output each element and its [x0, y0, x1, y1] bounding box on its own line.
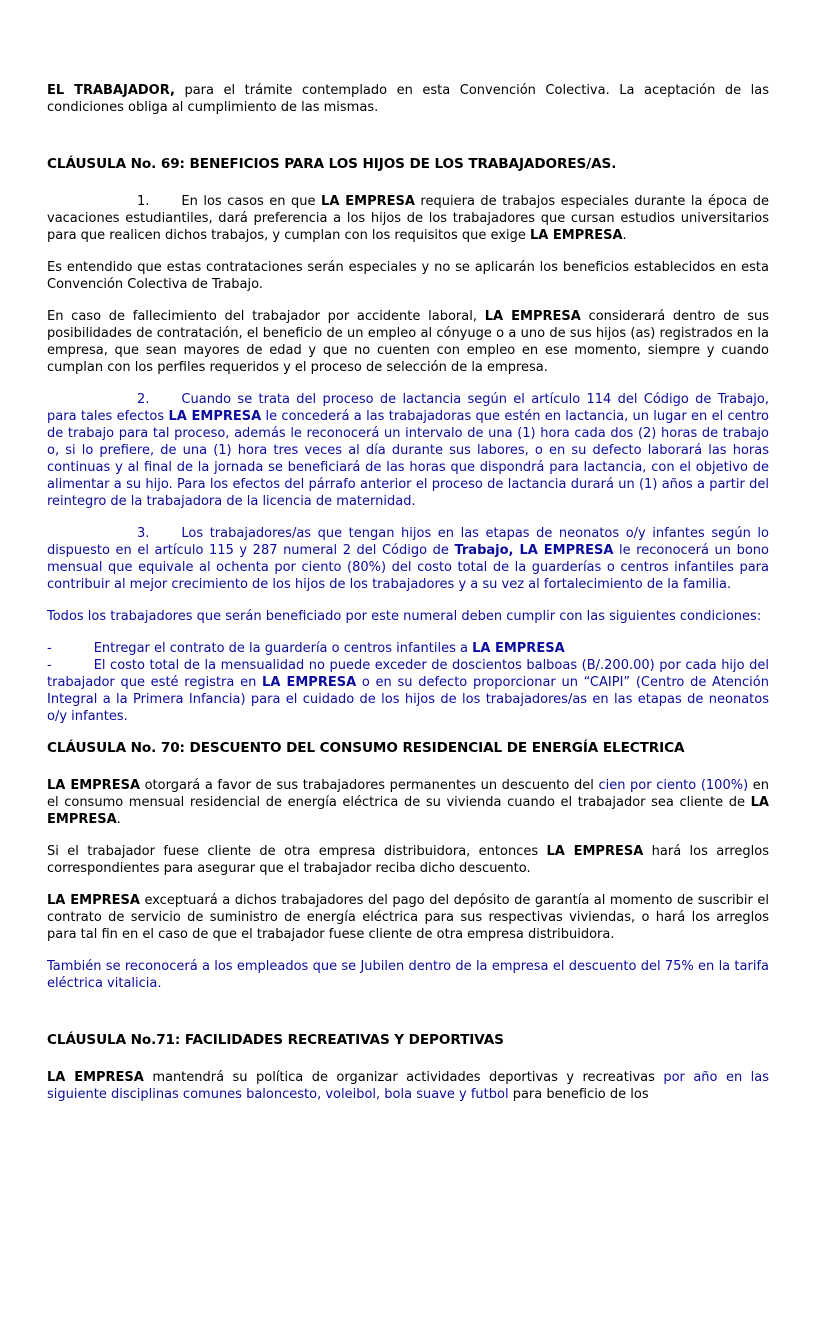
bullet-item: [47, 657, 769, 725]
text-segment: hará los arreglos correspondientes para asegurar que el trabajador reciba dicho descuento.: [47, 844, 769, 876]
text-segment: .: [622, 228, 627, 243]
clause-heading: [47, 740, 769, 757]
body-paragraph: [47, 892, 769, 943]
body-paragraph: [47, 843, 769, 877]
paragraph-number: 2.: [137, 392, 150, 407]
text-segment: LA EMPRESA: [47, 795, 769, 827]
text-segment: otorgará a favor de sus trabajadores permanentes un descuento del: [140, 778, 599, 793]
text-segment: requiera de trabajos especiales durante la época de vacaciones estudiantiles, dará preferencia a los hijos de los trabajadores que cursan estudios universitarios para que realicen dichos trabajos, y cumplan con los requisitos que exige: [47, 194, 770, 243]
text-segment: El costo total de la mensualidad no puede exceder de doscientos balboas (B/.200.00) por cada hijo del trabajador que esté registra en: [47, 658, 769, 690]
text-segment: LA EMPRESA: [472, 641, 565, 656]
text-segment: LA EMPRESA: [47, 1070, 144, 1085]
text-segment: mantendrá su política de organizar actividades deportivas y recreativas: [143, 1070, 664, 1085]
text-segment: por año en las siguiente disciplinas comunes baloncesto, voleibol, bola suave y futbol: [47, 1070, 769, 1102]
text-segment: Los trabajadores/as que tengan hijos en las etapas de neonatos o/y infantes según lo dispuesto en el artículo 115 y 287 numeral 2 del Código de: [47, 526, 769, 558]
text-segment: CLÁUSULA No. 70: DESCUENTO DEL CONSUMO RESIDENCIAL DE ENERGÍA ELECTRICA: [47, 740, 685, 756]
clause-heading: [47, 1032, 769, 1049]
text-segment: Si el trabajador fuese cliente de otra empresa distribuidora, entonces: [47, 844, 547, 859]
text-segment: También se reconocerá a los empleados que se Jubilen dentro de la empresa el descuento del 75% en la tarifa eléctrica vitalicia.: [47, 959, 769, 991]
body-paragraph: [47, 82, 769, 116]
text-segment: LA EMPRESA: [168, 409, 262, 424]
text-segment: exceptuará a dichos trabajadores del pago del depósito de garantía al momento de suscribir el contrato de servicio de suministro de energía eléctrica para sus respectivas viviendas, o hará los arreglos para tal fin en el caso de que el trabajador fuese cliente de otra empresa distribuidora.: [47, 893, 769, 942]
text-segment: LA EMPRESA: [484, 309, 581, 324]
text-segment: LA EMPRESA: [321, 194, 415, 209]
text-segment: para el trámite contemplado en esta Convención Colectiva. La aceptación de las condiciones obliga al cumplimiento de las mismas.: [47, 83, 770, 115]
text-segment: LA EMPRESA: [262, 675, 357, 690]
text-segment: Todos los trabajadores que serán beneficiado por este numeral deben cumplir con las siguientes condiciones:: [47, 609, 762, 624]
text-segment: LA EMPRESA: [47, 893, 140, 908]
text-segment: CLÁUSULA No.71: FACILIDADES RECREATIVAS Y DEPORTIVAS: [47, 1032, 504, 1048]
text-segment: Cuando se trata del proceso de lactancia según el artículo 114 del Código de Trabajo, para tales efectos: [47, 392, 769, 424]
text-segment: Trabajo, LA EMPRESA: [454, 543, 614, 558]
clause-heading: [47, 156, 769, 173]
text-segment: Es entendido que estas contrataciones serán especiales y no se aplicarán los beneficios establecidos en esta Convención Colectiva de Trabajo.: [47, 260, 769, 292]
text-segment: considerará dentro de sus posibilidades de contratación, el beneficio de un empleo al cónyuge o a uno de sus hijos (as) registrados en la empresa, que sean mayores de edad y que no cuenten con empleo en ese momento, siempre y cuando cumplan con los perfiles requeridos y el proceso de selección de la empresa.: [47, 309, 770, 375]
text-segment: para beneficio de los: [508, 1087, 649, 1102]
body-paragraph: [47, 608, 769, 625]
text-segment: Entregar el contrato de la guardería o centros infantiles a: [93, 641, 473, 656]
text-segment: cien por ciento (100%): [598, 778, 749, 793]
bullet-marker: -: [47, 658, 52, 673]
body-paragraph: [47, 308, 769, 376]
numbered-paragraph: [47, 525, 769, 593]
text-segment: En caso de fallecimiento del trabajador por accidente laboral,: [47, 309, 485, 324]
numbered-paragraph: [47, 193, 769, 244]
body-paragraph: [47, 1069, 769, 1103]
paragraph-number: 1.: [137, 194, 150, 209]
text-segment: .: [116, 812, 121, 827]
numbered-paragraph: [47, 391, 769, 510]
bullet-marker: -: [47, 641, 52, 656]
text-segment: LA EMPRESA: [546, 844, 644, 859]
text-segment: en el consumo mensual residencial de energía eléctrica de su vivienda cuando el trabajador sea cliente de: [47, 778, 769, 810]
text-segment: En los casos en que: [181, 194, 322, 209]
text-segment: CLÁUSULA No. 69: BENEFICIOS PARA LOS HIJOS DE LOS TRABAJADORES/AS.: [47, 156, 617, 172]
body-paragraph: [47, 958, 769, 992]
text-segment: EL TRABAJADOR,: [47, 83, 175, 98]
paragraph-number: 3.: [137, 526, 150, 541]
text-segment: LA EMPRESA: [530, 228, 623, 243]
text-segment: le reconocerá un bono mensual que equivale al ochenta por ciento (80%) del costo total de la guarderías o centros infantiles para contribuir al mejor crecimiento de los hijos de los trabajadores y a su vez al fortalecimiento de la familia.: [47, 543, 769, 592]
body-paragraph: [47, 777, 769, 828]
text-segment: LA EMPRESA: [47, 778, 140, 793]
text-segment: le concederá a las trabajadoras que estén en lactancia, un lugar en el centro de trabajo para tal proceso, además le reconocerá un intervalo de una (1) hora cada dos (2) horas de trabajo o, si lo prefiere, de una (1) hora tres veces al día durante sus labores, o en su defecto laborará las horas continuas y al final de la jornada se beneficiará de las horas que dispondrá para lactancia, con el objetivo de alimentar a su hijo. Para los efectos del párrafo anterior el proceso de lactancia durará un (1) años a partir del reintegro de la trabajadora de la licencia de maternidad.: [47, 409, 770, 509]
bullet-item: [47, 640, 769, 657]
body-paragraph: [47, 259, 769, 293]
text-segment: o en su defecto proporcionar un “CAIPI” (Centro de Atención Integral a la Primera Infancia) para el cuidado de los hijos de los trabajadores/as en las etapas de neonatos o/y infantes.: [47, 675, 769, 724]
